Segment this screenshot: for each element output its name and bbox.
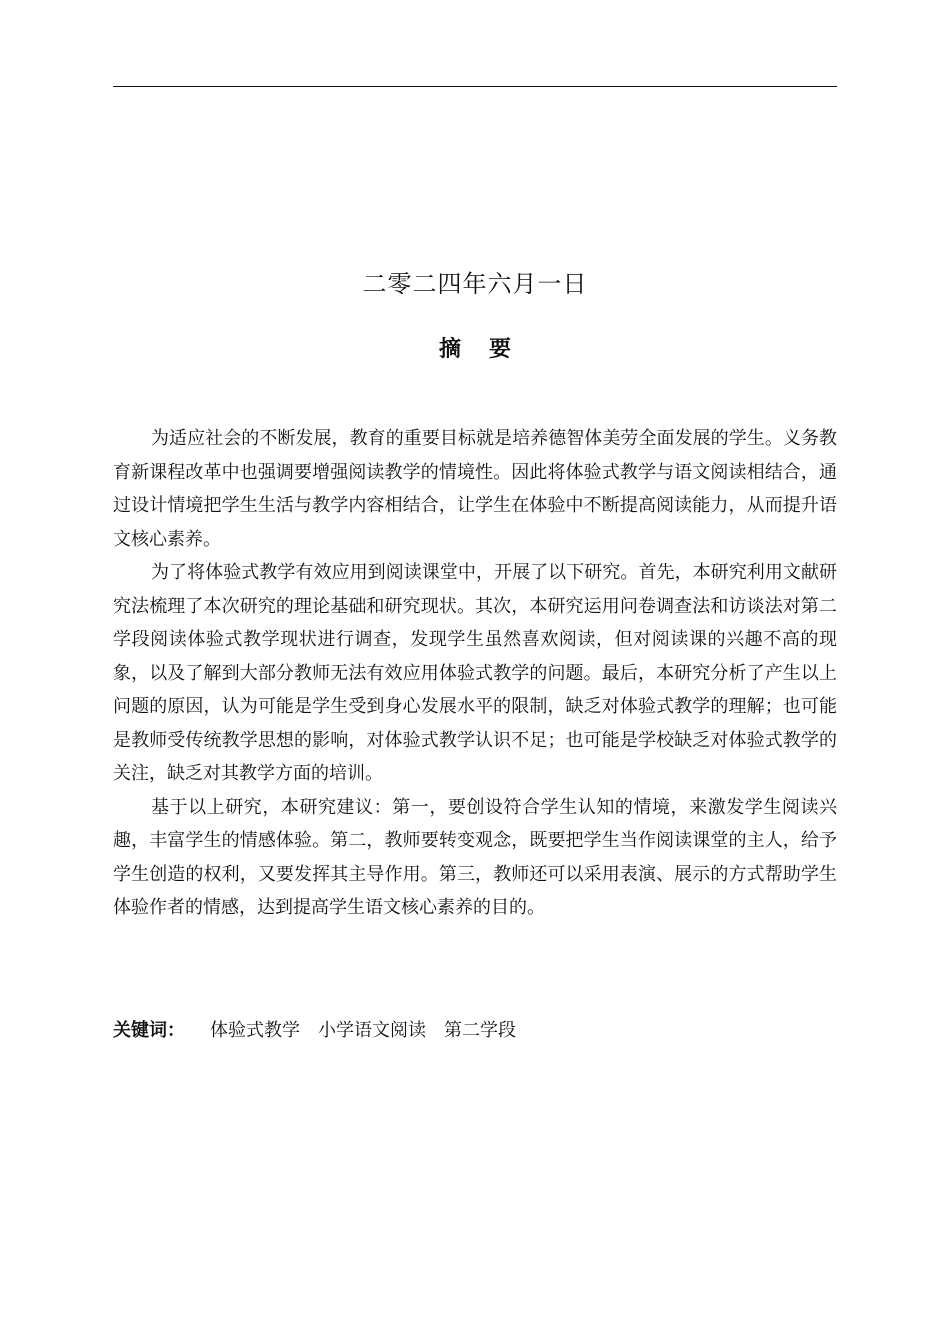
keywords-label: 关键词： [113, 1020, 185, 1041]
keyword-item: 体验式教学 [210, 1020, 300, 1041]
abstract-paragraph-1: 为适应社会的不断发展，教育的重要目标就是培养德智体美劳全面发展的学生。义务教育新课程改革中也强调要增强阅读教学的情境性。因此将体验式教学与语文阅读相结合，通过设计情境把学生生活与教学内容相结合，让学生在体验中不断提高阅读能力，从而提升语文核心素养。 [113, 428, 837, 550]
abstract-paragraph-3: 基于以上研究，本研究建议：第一，要创设符合学生认知的情境，来激发学生阅读兴趣，丰富学生的情感体验。第二，教师要转变观念，既要把学生当作阅读课堂的主人，给予学生创造的权利，又要发挥其主导作用。第三，教师还可以采用表演、展示的方式帮助学生体验作者的情感，达到提高学生语文核心素养的目的。 [113, 796, 837, 918]
date-line: 二零二四年六月一日 [362, 270, 588, 298]
keywords-line [113, 1014, 837, 1047]
abstract-paragraph-2: 为了将体验式教学有效应用到阅读课堂中，开展了以下研究。首先，本研究利用文献研究法梳理了本次研究的理论基础和研究现状。其次，本研究运用问卷调查法和访谈法对第二学段阅读体验式教学现状进行调查，发现学生虽然喜欢阅读，但对阅读课的兴趣不高的现象，以及了解到大部分教师无法有效应用体验式教学的问题。最后，本研究分析了产生以上问题的原因，认为可能是学生受到身心发展水平的限制，缺乏对体验式教学的理解；也可能是教师受传统教学思想的影响，对体验式教学认识不足；也可能是学校缺乏对体验式教学的关注，缺乏对其教学方面的培训。 [113, 562, 837, 784]
abstract-heading-char-2: 要 [489, 337, 512, 362]
keyword-item: 第二学段 [444, 1020, 516, 1041]
keyword-item: 小学语文阅读 [318, 1020, 426, 1041]
header-rule [113, 86, 837, 87]
abstract-heading [0, 334, 950, 366]
abstract-heading-char-1: 摘 [438, 337, 461, 362]
abstract-body [113, 422, 837, 925]
